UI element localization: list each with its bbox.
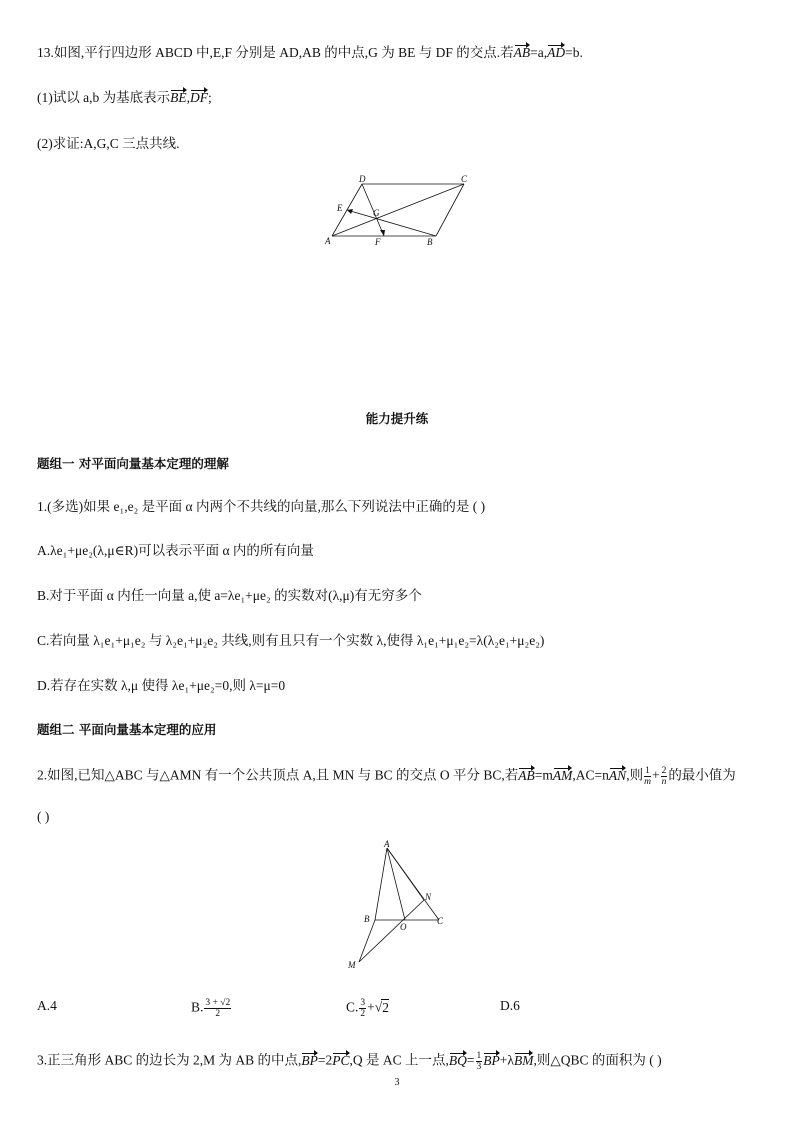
- q3-eq2: =2: [317, 1052, 333, 1068]
- label-m: M: [348, 960, 356, 970]
- sqrt-symbol: √: [374, 999, 383, 1015]
- page-number: 3: [394, 1077, 400, 1088]
- q2-then: ,则: [626, 767, 644, 783]
- vector-bq: BQ: [448, 1052, 467, 1068]
- vector-be: BE: [170, 90, 187, 105]
- frac-den: 2: [215, 1009, 221, 1019]
- q2-option-d: D.6: [500, 998, 520, 1013]
- segment-an: [387, 848, 424, 900]
- frac-num: 1: [476, 1051, 482, 1061]
- group1-title: 题组一 对平面向量基本定理的理解: [37, 456, 229, 471]
- vector-bp-2: BP: [483, 1052, 500, 1068]
- segment-bm: [359, 920, 375, 962]
- segment-mn: [359, 900, 424, 962]
- vector-am: AM: [552, 767, 573, 783]
- q1-option-b: B.对于平面 α 内任一向量 a,使 a=λe₁+μe₂ 的实数对(λ,μ)有无穷多个: [37, 588, 422, 603]
- q2-option-c: [346, 998, 389, 1019]
- q1-option-c: C.若向量 λ₁e₁+μ₁e₂ 与 λ₂e₁+μ₂e₂ 共线,则有且只有一个实数 λ,使得 λ₁e₁+μ₁e₂=λ(λ₂e₁+μ₂e₂): [37, 633, 545, 648]
- label-c: C: [461, 174, 468, 184]
- label-b-fig: B: [364, 914, 370, 924]
- label-e: E: [337, 203, 343, 213]
- segment-ab-fig: [375, 848, 387, 920]
- q13-eq-a: =a,: [530, 45, 548, 60]
- q3-plus-lambda: +λ: [499, 1052, 514, 1068]
- frac-den: n: [661, 777, 667, 787]
- group2-title: 题组二 平面向量基本定理的应用: [37, 722, 217, 737]
- parallelogram-figure: [318, 172, 478, 252]
- label-o: O: [400, 922, 407, 932]
- label-a-fig: A: [384, 840, 390, 849]
- q13-part1: [37, 89, 212, 107]
- q1-option-a: A.λe₁+μe₂(λ,μ∈R)可以表示平面 α 内的所有向量: [37, 543, 314, 558]
- frac-den: m: [644, 777, 651, 787]
- label-n: N: [425, 892, 432, 902]
- q2-end: 的最小值为: [668, 767, 736, 783]
- arrowhead-df: [380, 230, 385, 236]
- segment-be: [347, 210, 436, 236]
- q13-eq-b: =b.: [565, 45, 583, 60]
- q1-option-d: D.若存在实数 λ,μ 使得 λe₁+μe₂=0,则 λ=μ=0: [37, 678, 286, 693]
- fraction-1-over-m: [644, 766, 651, 787]
- vector-bp: BP: [301, 1052, 318, 1068]
- segment-ao: [387, 848, 405, 920]
- q13-comma: ,: [186, 90, 190, 105]
- label-d: D: [359, 174, 366, 184]
- frac-den: 3: [476, 1062, 482, 1072]
- label-b: B: [427, 237, 433, 247]
- q13-stem-text: 13.如图,平行四边形 ABCD 中,E,F 分别是 AD,AB 的中点,G 为 BE 与 DF 的交点.若: [37, 45, 514, 60]
- vector-ad: AD: [547, 45, 566, 60]
- section-title: 能力提升练: [365, 411, 429, 426]
- q2-mid: ,AC=n: [572, 767, 609, 783]
- label-g: G: [373, 208, 380, 218]
- q2-answer-paren: ( ): [37, 809, 50, 824]
- vector-ab: AB: [513, 45, 531, 60]
- vector-bm: BM: [513, 1052, 534, 1068]
- vector-df: DF: [189, 90, 208, 105]
- q3-stem-text: 3.正三角形 ABC 的边长为 2,M 为 AB 的中点,: [37, 1052, 302, 1068]
- q2-stem-text: 2.如图,已知△ABC 与△AMN 有一个公共顶点 A,且 MN 与 BC 的交点 O 平分 BC,若: [37, 767, 519, 783]
- q3-eq: =: [466, 1052, 475, 1068]
- frac-num: 3: [360, 998, 366, 1008]
- q2-plus: +: [651, 767, 660, 783]
- q13-part1-end: ;: [207, 90, 212, 105]
- label-c-fig: C: [437, 916, 444, 926]
- q2-option-c-plus: +: [367, 999, 375, 1015]
- q13-stem: [37, 44, 583, 62]
- vector-an: AN: [608, 767, 627, 783]
- fraction-2-over-n: [661, 766, 668, 787]
- q13-part2: (2)求证:A,G,C 三点共线.: [37, 136, 180, 151]
- q3-end: ,则△QBC 的面积为 ( ): [533, 1052, 662, 1068]
- label-f: F: [375, 237, 381, 247]
- vector-pc: PC: [332, 1052, 350, 1068]
- fraction-1-over-3: [476, 1051, 483, 1072]
- fraction-3-plus-root2-over-2: [204, 998, 231, 1019]
- q2-eq-m: =m: [534, 767, 553, 783]
- sqrt-radicand: 2: [382, 999, 389, 1015]
- label-a: A: [325, 236, 331, 246]
- q2-stem: [37, 766, 736, 787]
- vector-ab-q2: AB: [518, 767, 535, 783]
- q2-option-a: A.4: [37, 998, 57, 1013]
- fraction-3-over-2: [359, 998, 366, 1019]
- q13-part1-text: (1)试以 a,b 为基底表示: [37, 90, 171, 105]
- frac-den: 2: [360, 1009, 366, 1019]
- segment-bc: [436, 184, 464, 236]
- triangle-figure: [345, 840, 455, 970]
- q2-option-b: [191, 998, 232, 1019]
- q2-option-b-label: B.: [191, 999, 204, 1015]
- q3-mid: ,Q 是 AC 上一点,: [349, 1052, 449, 1068]
- frac-num: 1: [645, 766, 650, 776]
- frac-num: 2: [661, 766, 667, 776]
- frac-num: 3 + √2: [205, 998, 231, 1008]
- q2-option-c-label: C.: [346, 999, 359, 1015]
- q1-stem: 1.(多选)如果 e₁,e₂ 是平面 α 内两个不共线的向量,那么下列说法中正确的是 ( ): [37, 499, 486, 514]
- q3-stem: [37, 1051, 662, 1072]
